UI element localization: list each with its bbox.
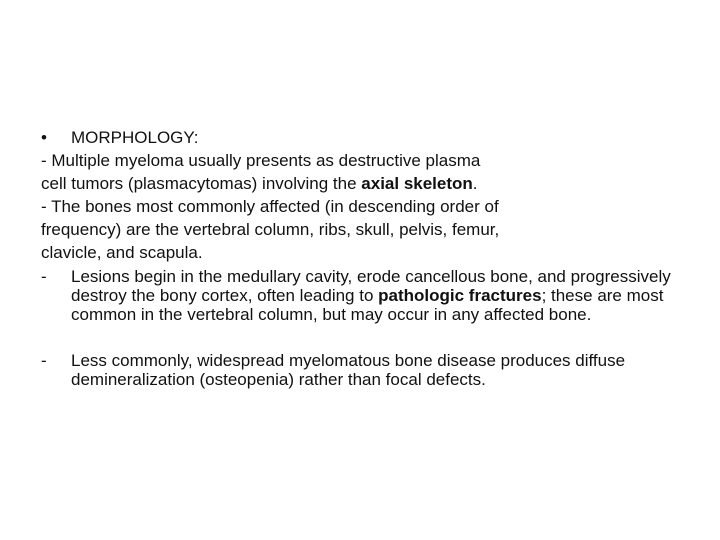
dash-marker: - bbox=[41, 351, 47, 370]
paragraph-2-line-2: frequency) are the vertebral column, ribs, skull, pelvis, femur, bbox=[41, 220, 500, 239]
paragraph-2-line-3: clavicle, and scapula. bbox=[41, 243, 203, 262]
pathologic-fractures-emphasis: pathologic fractures bbox=[378, 286, 542, 305]
paragraph-1-line-2 bbox=[41, 172, 681, 195]
paragraph-2-line-1: - The bones most commonly affected (in descending order of bbox=[41, 197, 499, 216]
paragraph-1-text: cell tumors (plasmacytomas) involving the bbox=[41, 174, 362, 193]
lesions-text bbox=[71, 267, 681, 324]
lesions-text-end: ; these are most common in the vertebral column, but may occur in any affected bone. bbox=[71, 286, 664, 324]
bullet-icon: • bbox=[41, 128, 47, 147]
lesions-text-start: Lesions begin in the medullary cavity, erode cancellous bone, and progressively destroy the bony cortex, often leading to bbox=[71, 267, 671, 305]
paragraph-1-end: . bbox=[472, 174, 478, 193]
list-item-osteopenia bbox=[41, 351, 681, 389]
list-item-lesions bbox=[41, 267, 681, 324]
slide-content bbox=[41, 126, 681, 389]
osteopenia-text: Less commonly, widespread myelomatous bone disease produces diffuse demineralization (osteopenia) rather than focal defects. bbox=[71, 351, 626, 389]
paragraph-1-line-1: - Multiple myeloma usually presents as destructive plasma bbox=[41, 151, 481, 170]
heading-line bbox=[41, 126, 681, 149]
heading-text: MORPHOLOGY: bbox=[71, 128, 199, 147]
axial-skeleton-emphasis: axial skeleton bbox=[361, 174, 473, 193]
dash-marker: - bbox=[41, 267, 47, 286]
